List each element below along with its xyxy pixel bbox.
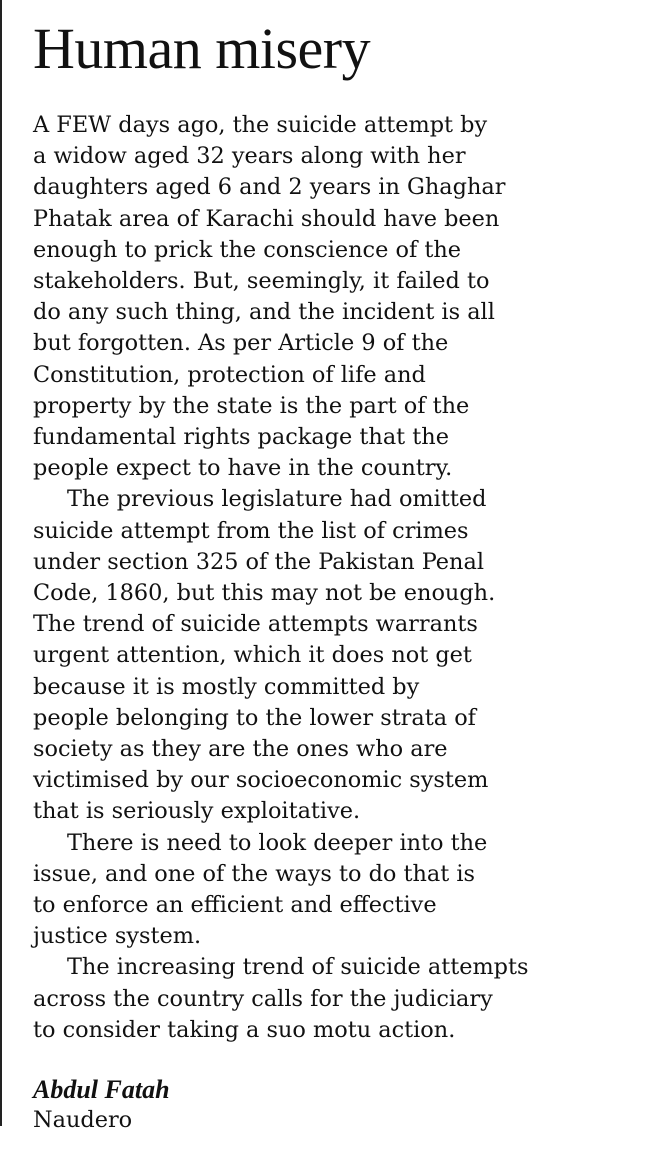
author-name: Abdul Fatah bbox=[33, 1075, 170, 1105]
paragraph-4: The increasing trend of suicide attempts across the country calls for the judiciary to consider taking a suo motu action. bbox=[33, 954, 529, 1043]
headline: Human misery bbox=[33, 16, 371, 81]
author-location: Naudero bbox=[33, 1107, 133, 1134]
signature-block bbox=[33, 1074, 638, 1136]
paragraph-1: A FEW days ago, the suicide attempt by a widow aged 32 years along with her daughters aged 6 and 2 years in Ghaghar Phatak area of Karachi should have been enough to prick the conscience of the stakeholders. But, seemingly, it failed to do any such thing, and the incident is all but forgotten. As per Article 9 of the Constitution, protection of life and property by the state is the part of the fundamental rights package that the people expect to have in the country. bbox=[33, 112, 506, 482]
letter-article bbox=[33, 14, 638, 1136]
paragraph-2: The previous legislature had omitted suicide attempt from the list of crimes under section 325 of the Pakistan Penal Code, 1860, but this may not be enough. The trend of suicide attempts warrants urgent attention, which it does not get because it is mostly committed by people belonging to the lower strata of society as they are the ones who are victimised by our socioeconomic system that is seriously exploitative. bbox=[33, 486, 496, 825]
paragraph-3: There is need to look deeper into the issue, and one of the ways to do that is to enforce an efficient and effective justice system. bbox=[33, 829, 488, 950]
letter-body bbox=[33, 110, 638, 1046]
column-rule bbox=[0, 0, 2, 1126]
